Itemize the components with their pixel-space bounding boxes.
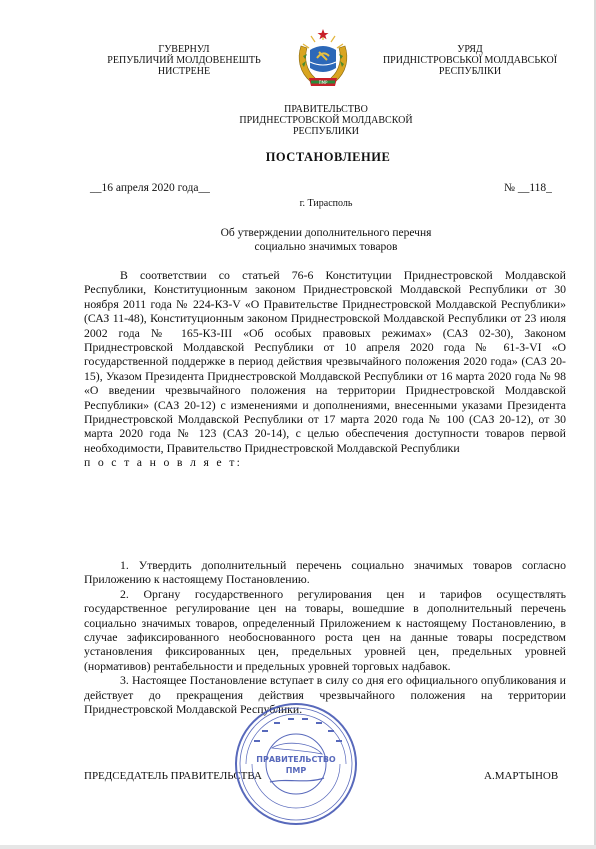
document-number: № __118_ — [504, 182, 552, 194]
header-right-ukrainian — [372, 44, 568, 77]
header-left-moldovan — [96, 44, 272, 77]
header-left-line: РЕПУБЛИЧИЙ МОЛДОВЕНЕШТЬ — [107, 55, 261, 66]
document-preamble-block — [84, 268, 566, 470]
title-line: социально значимых товаров — [254, 241, 398, 253]
stamp-text-line: ПМР — [285, 766, 307, 775]
resolution-item: 1. Утвердить дополнительный перечень социально значимых товаров согласно Приложению к настоящему Постановлению. — [84, 558, 566, 587]
preamble-paragraph: В соответствии со статьей 76-6 Конституции Приднестровской Молдавской Республики, Конституционным законом Приднестровской Молдавской Республики от 30 ноября 2011 года № 224-КЗ-V «О Правительстве Приднестровской Молдавской Республики» (САЗ 11-48), Конституционным законом Приднестровской Молдавской Республики от 23 июля 2002 года № 165-КЗ-III «Об особых правовых режимах» (САЗ 02-30), Законом Приднестровской Молдавской Республики от 10 апреля 2020 года № 61-З-VI «О государственной поддержке в период действия чрезвычайного положения 2020 года» (САЗ 20-15), Указом Президента Приднестровской Молдавской Республики от 16 марта 2020 года № 98 «О введении чрезвычайного положения на территории Приднестровской Молдавской Республики» (САЗ 20-12) с изменениями и дополнениями, внесенными указами Президента Приднестровской Молдавской Республики от 17 марта 2020 года № 100 (САЗ 20-12), от 30 марта 2020 года № 123 (САЗ 20-14), с целью обеспечения доступности товаров первой необходимости, Правительство Приднестровской Молдавской Республики — [84, 268, 566, 455]
resolution-item: 2. Органу государственного регулирования цен и тарифов осуществлять государственное регулирование цен на товары, вошедшие в дополнительный перечень социально значимых товаров, определенный Приложением к настоящему Постановлению, в случае зафиксированного необоснованного роста цен на данные товары посредством установления фиксированных цен, предельных уровней цен, предельных уровней (нормативов) рентабельности и предельных уровней торговых надбавок. — [84, 586, 566, 673]
signature-name: А.МАРТЫНОВ — [484, 770, 559, 782]
resolution-items — [84, 558, 566, 716]
official-seal-stamp-icon — [232, 700, 360, 828]
resolves-line: п о с т а н о в л я е т: — [84, 455, 243, 470]
government-line: ПРИДНЕСТРОВСКОЙ МОЛДАВСКОЙ — [239, 115, 413, 126]
document-city: г. Тирасполь — [299, 198, 353, 209]
header-right-line: РЕСПУБЛІКИ — [438, 66, 502, 77]
header-left-line: НИСТРЕНЕ — [157, 66, 211, 77]
document-title — [176, 226, 476, 254]
header-right-line: ПРИДНІСТРОВСЬКОЇ МОЛДАВСЬКОЇ — [382, 55, 558, 66]
government-name — [196, 104, 456, 137]
page-edge-bottom — [0, 845, 596, 849]
document-date: __16 апреля 2020 года__ — [90, 182, 210, 194]
government-line: РЕСПУБЛИКИ — [292, 126, 360, 137]
header-left-line: ГУВЕРНУЛ — [158, 44, 210, 55]
title-line: Об утверждении дополнительного перечня — [220, 227, 432, 239]
coat-of-arms-emblem-icon — [293, 28, 353, 90]
header-right-line: УРЯД — [457, 44, 483, 55]
resolution-item: 3. Настоящее Постановление вступает в силу со дня его официального опубликования и действует до прекращения действия чрезвычайного положения на территории Приднестровской Молдавской Республики. — [84, 673, 566, 717]
stamp-text-line: ПРАВИТЕЛЬСТВО — [256, 755, 336, 764]
signature-position: ПРЕДСЕДАТЕЛЬ ПРАВИТЕЛЬСТВА — [84, 770, 262, 782]
emblem-ribbon-text: ПМР — [318, 80, 328, 85]
document-type: ПОСТАНОВЛЕНИЕ — [265, 150, 391, 164]
government-line: ПРАВИТЕЛЬСТВО — [284, 104, 368, 115]
